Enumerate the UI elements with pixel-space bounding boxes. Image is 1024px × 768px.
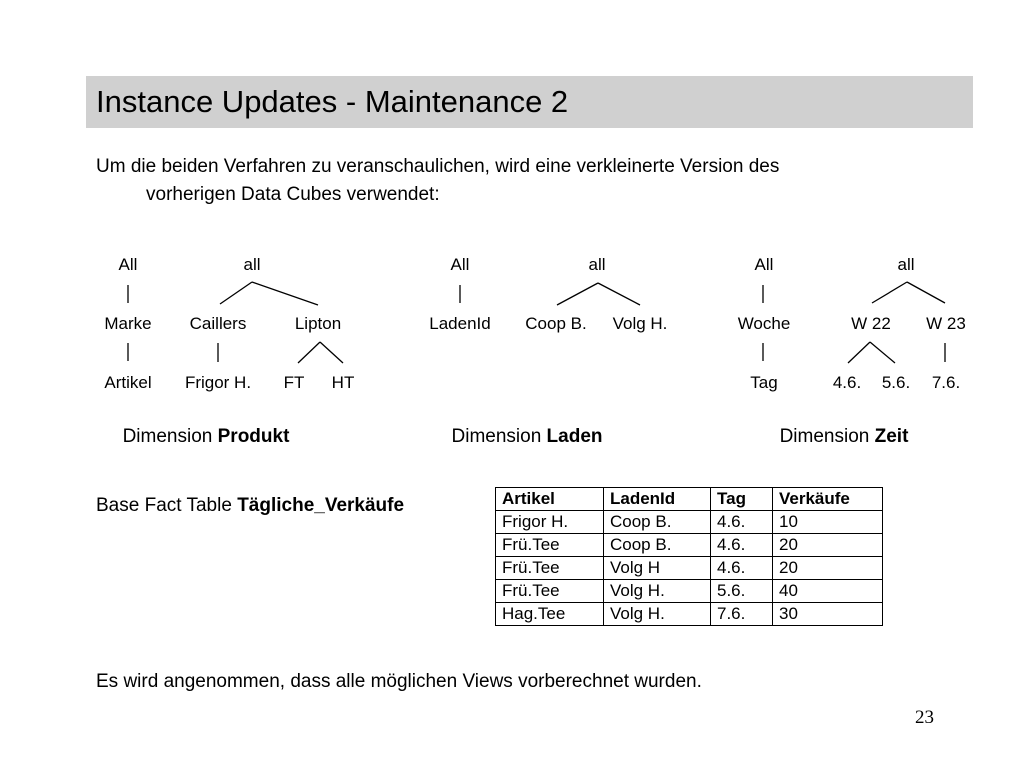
dimension-zeit-prefix: Dimension bbox=[779, 426, 875, 447]
dimension-zeit-name: Zeit bbox=[874, 426, 909, 447]
table-cell: 7.6. bbox=[711, 603, 773, 626]
table-cell: Frigor H. bbox=[496, 511, 604, 534]
table-header-row bbox=[496, 488, 883, 511]
laden-right-top: all bbox=[588, 255, 606, 274]
laden-left-mid: LadenId bbox=[429, 314, 491, 333]
slide-title: Instance Updates - Maintenance 2 bbox=[96, 84, 569, 119]
table-cell: 4.6. bbox=[711, 534, 773, 557]
table-cell: Hag.Tee bbox=[496, 603, 604, 626]
zeit-left-top: All bbox=[754, 255, 774, 274]
dimension-produkt-prefix: Dimension bbox=[122, 426, 218, 447]
produkt-right-mid-1: Caillers bbox=[189, 314, 247, 333]
zeit-left-bottom: Tag bbox=[750, 373, 778, 392]
table-cell: 40 bbox=[773, 580, 883, 603]
dimension-laden-prefix: Dimension bbox=[451, 426, 547, 447]
page-number: 23 bbox=[915, 707, 934, 728]
zeit-all-w23-line bbox=[907, 282, 945, 303]
produkt-lipton-ft-line bbox=[298, 342, 320, 363]
table-row bbox=[496, 511, 883, 534]
intro-line-2: vorherigen Data Cubes verwendet: bbox=[146, 184, 440, 205]
zeit-all-w22-line bbox=[872, 282, 907, 303]
produkt-right-bottom-2: FT bbox=[283, 373, 305, 392]
zeit-right-top: all bbox=[897, 255, 915, 274]
laden-all-volg-line bbox=[598, 283, 640, 305]
dimension-laden-caption bbox=[452, 426, 603, 448]
zeit-right-mid-1: W 22 bbox=[851, 314, 891, 333]
zeit-right-bottom-3: 7.6. bbox=[931, 373, 961, 392]
zeit-left-mid: Woche bbox=[737, 314, 791, 333]
base-fact-prefix: Base Fact Table bbox=[96, 495, 238, 516]
table-cell: Volg H. bbox=[604, 580, 711, 603]
zeit-right-bottom-2: 5.6. bbox=[881, 373, 911, 392]
table-cell: 10 bbox=[773, 511, 883, 534]
table-cell: 5.6. bbox=[711, 580, 773, 603]
table-cell: Frü.Tee bbox=[496, 580, 604, 603]
laden-left-top: All bbox=[450, 255, 470, 274]
intro-line-1: Um die beiden Verfahren zu veranschaulichen, wird eine verkleinerte Version des bbox=[96, 156, 780, 177]
zeit-right-mid-2: W 23 bbox=[926, 314, 966, 333]
table-cell: 20 bbox=[773, 534, 883, 557]
zeit-right-bottom-1: 4.6. bbox=[832, 373, 862, 392]
table-cell: Coop B. bbox=[604, 534, 711, 557]
closing-statement: Es wird angenommen, dass alle möglichen Views vorberechnet wurden. bbox=[96, 671, 702, 692]
table-cell: Coop B. bbox=[604, 511, 711, 534]
dimension-produkt-name: Produkt bbox=[217, 426, 290, 447]
table-cell: 4.6. bbox=[711, 557, 773, 580]
produkt-right-bottom-1: Frigor H. bbox=[184, 373, 252, 392]
laden-right-mid-2: Volg H. bbox=[612, 314, 668, 333]
produkt-all-caillers-line bbox=[220, 282, 252, 304]
produkt-left-bottom: Artikel bbox=[104, 373, 152, 392]
produkt-right-bottom-3: HT bbox=[331, 373, 355, 392]
dimension-produkt-caption bbox=[123, 426, 290, 448]
dimension-laden-name: Laden bbox=[546, 426, 603, 447]
zeit-w22-4-6-line bbox=[848, 342, 870, 363]
base-fact-table-caption bbox=[96, 495, 404, 517]
table-row bbox=[496, 534, 883, 557]
table-header-tag: Tag bbox=[711, 488, 773, 511]
table-cell: 30 bbox=[773, 603, 883, 626]
dimension-zeit-caption bbox=[780, 426, 909, 448]
table-row bbox=[496, 557, 883, 580]
produkt-all-lipton-line bbox=[252, 282, 318, 305]
table-header-artikel: Artikel bbox=[496, 488, 604, 511]
table-header-verkaeufe: Verkäufe bbox=[773, 488, 883, 511]
produkt-right-top: all bbox=[243, 255, 261, 274]
table-header-ladenid: LadenId bbox=[604, 488, 711, 511]
produkt-left-top: All bbox=[118, 255, 138, 274]
produkt-lipton-ht-line bbox=[320, 342, 343, 363]
fact-table bbox=[495, 487, 883, 626]
table-cell: Volg H bbox=[604, 557, 711, 580]
laden-right-mid-1: Coop B. bbox=[525, 314, 587, 333]
table-cell: Frü.Tee bbox=[496, 534, 604, 557]
laden-all-coop-line bbox=[557, 283, 598, 305]
table-cell: Volg H. bbox=[604, 603, 711, 626]
table-cell: 4.6. bbox=[711, 511, 773, 534]
produkt-left-mid: Marke bbox=[104, 314, 152, 333]
base-fact-name: Tägliche_Verkäufe bbox=[237, 495, 405, 516]
table-row bbox=[496, 580, 883, 603]
produkt-right-mid-2: Lipton bbox=[294, 314, 342, 333]
table-cell: 20 bbox=[773, 557, 883, 580]
table-cell: Frü.Tee bbox=[496, 557, 604, 580]
table-row bbox=[496, 603, 883, 626]
zeit-w22-5-6-line bbox=[870, 342, 895, 363]
